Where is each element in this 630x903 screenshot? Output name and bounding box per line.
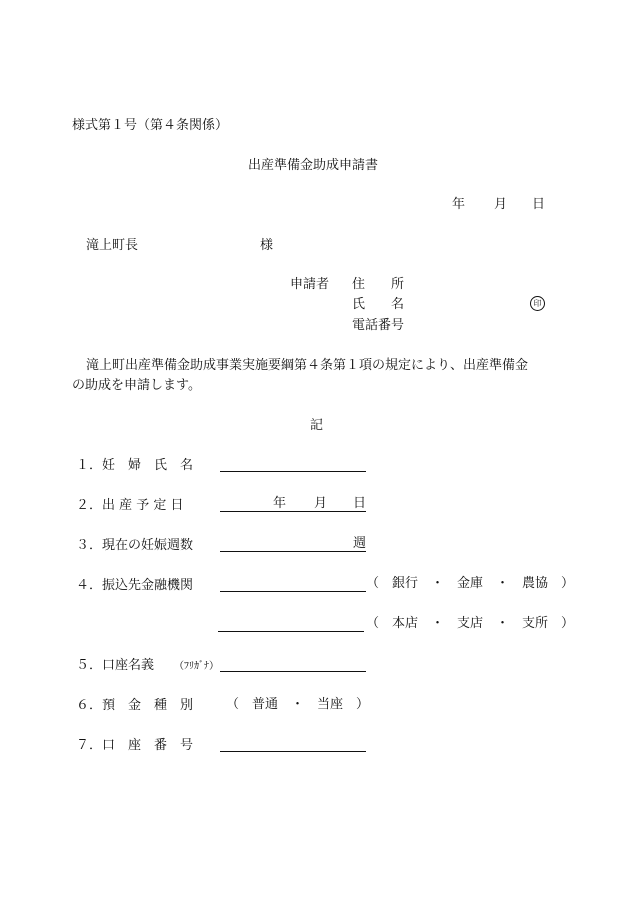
seal-icon: 印 <box>530 296 545 311</box>
item-account-holder-kana: （ﾌﾘｶﾞﾅ） <box>174 661 219 672</box>
date-day-label: 日 <box>532 197 546 212</box>
bank-type-options[interactable]: （ 銀行 ・ 金庫 ・ 農協 ） <box>366 576 575 591</box>
applicant-phone-label: 電話番号 <box>352 318 405 333</box>
due-date-year-label: 年 <box>273 496 287 511</box>
applicant-seal-mark <box>530 295 545 311</box>
pregnancy-weeks-unit: 週 <box>353 536 367 551</box>
addressee-name: 滝上町長 <box>86 238 139 253</box>
item-due-date-label: ２．出 産 予 定 日 <box>76 498 184 513</box>
item-account-number-label: ７．口 座 番 号 <box>76 738 194 753</box>
ki-heading: 記 <box>310 418 324 433</box>
deposit-type-options[interactable]: （ 普通 ・ 当座 ） <box>226 697 370 712</box>
addressee-honorific: 様 <box>260 238 274 253</box>
item-bank-label: ４．振込先金融機関 <box>76 578 194 593</box>
bank-name-field[interactable] <box>220 591 366 592</box>
due-date-field[interactable] <box>220 511 366 512</box>
date-month-label: 月 <box>494 197 508 212</box>
item-pregnant-name-label: １．妊 婦 氏 名 <box>76 458 194 473</box>
date-year-label: 年 <box>452 197 466 212</box>
body-text-line-1: 滝上町出産準備金助成事業実施要綱第４条第１項の規定により、出産準備金 <box>86 358 529 373</box>
account-number-field[interactable] <box>220 751 366 752</box>
due-date-day-label: 日 <box>353 496 367 511</box>
applicant-name-label: 氏 名 <box>352 297 405 312</box>
pregnancy-weeks-field[interactable] <box>220 551 366 552</box>
item-pregnancy-weeks-label: ３．現在の妊娠週数 <box>76 538 194 553</box>
pregnant-name-field[interactable] <box>220 471 366 472</box>
form-style-number: 様式第１号（第４条関係） <box>72 118 229 133</box>
branch-type-options[interactable]: （ 本店 ・ 支店 ・ 支所 ） <box>366 616 575 631</box>
applicant-label: 申請者 <box>290 277 330 292</box>
item-account-holder-label: ５．口座名義 <box>76 658 155 673</box>
item-deposit-type-label: ６．預 金 種 別 <box>76 698 194 713</box>
body-text-line-2: の助成を申請します。 <box>72 378 201 393</box>
form-title: 出産準備金助成申請書 <box>248 158 379 173</box>
due-date-month-label: 月 <box>314 496 328 511</box>
applicant-address-label: 住 所 <box>352 277 405 292</box>
branch-name-field[interactable] <box>218 631 364 632</box>
account-holder-field[interactable] <box>220 671 366 672</box>
